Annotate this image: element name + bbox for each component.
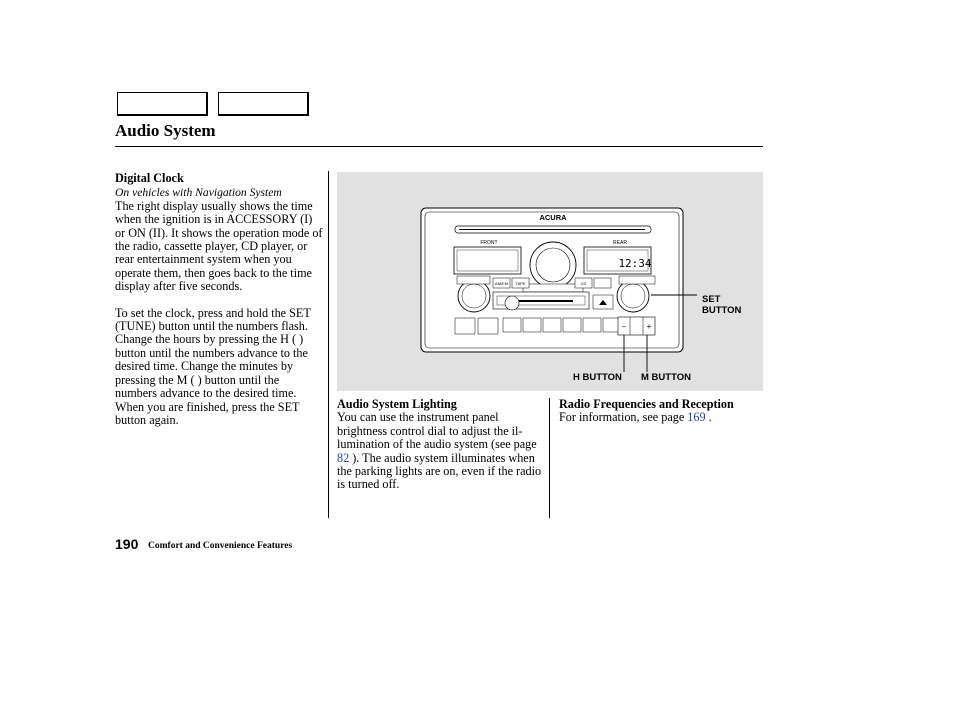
audio-lighting-section (337, 398, 544, 492)
digital-clock-heading: Digital Clock (115, 171, 184, 185)
brand-logo: ACURA (539, 213, 567, 222)
page-82-link[interactable]: 82 (337, 450, 350, 465)
m-button-callout: M BUTTON (641, 372, 691, 383)
center-dial (530, 242, 576, 288)
svg-text:+: + (646, 322, 652, 331)
audio-lighting-paragraph: You can use the instrument panel brightness control dial to adjust the il-lumination of the audio system (see page 82 ). The audio system illuminates when the parking lights are on, even if the radio is turned off. (337, 410, 542, 492)
navigation-system-note: On vehicles with Navigation System (115, 186, 282, 200)
front-display-label: FRONT (480, 240, 498, 246)
rear-display-label: REAR (613, 240, 627, 246)
clock-description-paragraph: The right display usually shows the time when the ignition is in ACCESSORY (I) or ON (II). It shows the operation mode of the radio, cassette player, CD player, or rear entertainment system when you operate them, then goes back to the time display after five seconds. (115, 198, 323, 294)
front-display (454, 247, 521, 274)
column-divider (328, 171, 329, 518)
title-divider (115, 146, 763, 147)
section-footer: Comfort and Convenience Features (148, 541, 293, 551)
audio-unit-drawing (337, 172, 763, 391)
svg-text:TAPE: TAPE (515, 281, 526, 286)
svg-text:CD: CD (580, 281, 587, 286)
previous-page-button[interactable] (117, 92, 208, 116)
page-169-link[interactable]: 169 (687, 410, 706, 425)
page-title: Audio System (115, 121, 216, 140)
h-button-callout: H BUTTON (573, 372, 622, 383)
radio-reception-section (559, 398, 769, 425)
radio-reception-paragraph: For information, see page 169 . (559, 410, 712, 425)
digital-clock-section (115, 172, 323, 427)
clock-readout: 12:34 (618, 257, 652, 270)
page-number: 190 (115, 536, 139, 552)
set-button-callout: SET BUTTON (702, 294, 742, 316)
tune-knob (617, 280, 649, 312)
volume-knob (458, 280, 490, 312)
clock-setting-paragraph: To set the clock, press and hold the SET (TUNE) button until the numbers flash. Change the hours by pressing the H ( ) button until the numbers advance to the desired time. Change the minutes by pressing the M ( ) button until the numbers advance to the desired time. When you are finished, press the SET button again. (115, 305, 311, 427)
radio-reception-heading: Radio Frequencies and Reception (559, 397, 734, 411)
audio-unit-illustration (337, 172, 763, 391)
svg-text:–: – (621, 322, 627, 331)
svg-text:AM/FM: AM/FM (495, 281, 508, 286)
column-divider (549, 398, 550, 518)
audio-lighting-heading: Audio System Lighting (337, 397, 457, 411)
next-page-button[interactable] (218, 92, 309, 116)
